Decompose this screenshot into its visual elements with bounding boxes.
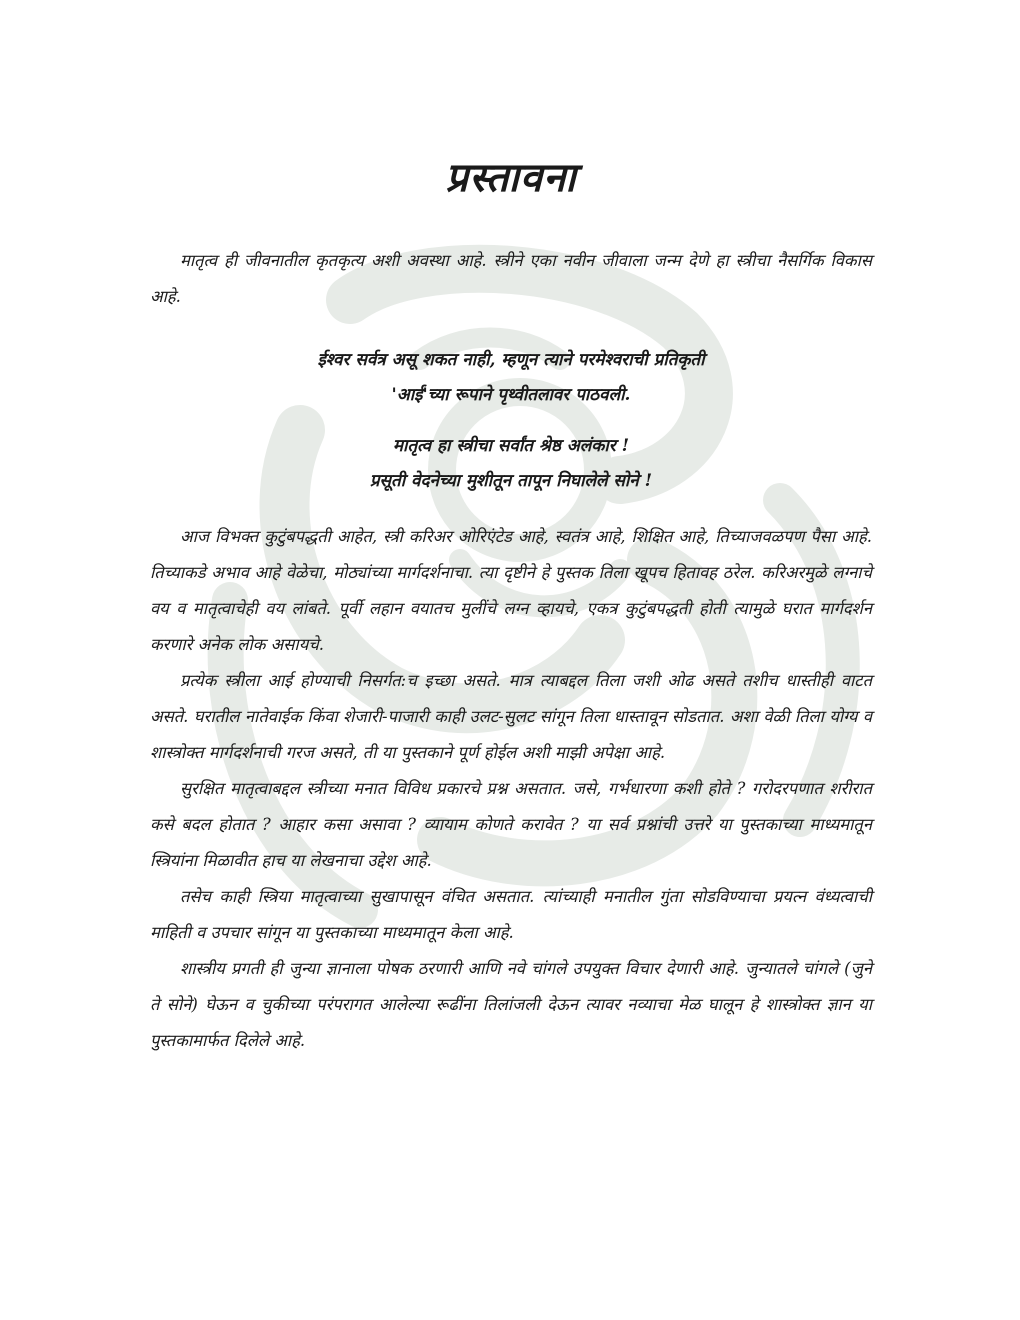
body-paragraph-2: प्रत्येक स्त्रीला आई होण्याची निसर्गत:च इच्छा असते. मात्र त्याबद्दल तिला जशी ओढ असते तशीच धास्तीही वाटत असते. घरातील नातेवाईक किंवा शेजारी-पाजारी काही उलट-सुलट सांगून तिला धास्तावून सोडतात. अशा वेळी तिला योग्य व शास्त्रोक्त मार्गदर्शनाची गरज असते, ती या पुस्तकाने पूर्ण होईल अशी माझी अपेक्षा आहे. (150, 671, 872, 762)
body-paragraph-5: शास्त्रीय प्रगती ही जुन्या ज्ञानाला पोषक ठरणारी आणि नवे चांगले उपयुक्त विचार देणारी आहे. जुन्यातले चांगले (जुने ते सोने) घेऊन व चुकीच्या परंपरागत आलेल्या रूढींना तिलांजली देऊन त्यावर नव्याचा मेळ घालून हे शास्त्रोक्त ज्ञान या पुस्तकामार्फत दिलेले आहे. (150, 959, 872, 1050)
quote-2-line-1: मातृत्व हा स्त्रीचा सर्वांत श्रेष्ठ अलंकार ! (392, 436, 630, 456)
quote-block-2 (150, 429, 872, 499)
body-paragraph-1: आज विभक्त कुटुंबपद्धती आहेत, स्त्री करिअर ओरिएंटेड आहे, स्वतंत्र आहे, शिक्षित आहे, तिच्याजवळपण पैसा आहे. तिच्याकडे अभाव आहे वेळेचा, मोठ्यांच्या मार्गदर्शनाचा. त्या दृष्टीने हे पुस्तक तिला खूपच हितावह ठरेल. करिअरमुळे लग्नाचे वय व मातृत्वाचेही वय लांबते. पूर्वी लहान वयातच मुलींचे लग्न व्हायचे, एकत्र कुटुंबपद्धती होती त्यामुळे घरात मार्गदर्शन करणारे अनेक लोक असायचे. (150, 527, 872, 654)
quote-block-1 (150, 343, 872, 413)
document-page (150, 148, 872, 1059)
quote-1-line-1: ईश्वर सर्वत्र असू शकत नाही, म्हणून त्याने परमेश्वराची प्रतिकृती (317, 350, 705, 370)
intro-paragraph: मातृत्व ही जीवनातील कृतकृत्य अशी अवस्था आहे. स्त्रीने एका नवीन जीवाला जन्म देणे हा स्त्रीचा नैसर्गिक विकास आहे. (150, 251, 872, 306)
quote-2-line-2: प्रसूती वेदनेच्या मुशीतून तापून निघालेले सोने ! (369, 471, 653, 491)
body-paragraph-4: तसेच काही स्त्रिया मातृत्वाच्या सुखापासून वंचित असतात. त्यांच्याही मनातील गुंता सोडविण्याचा प्रयत्न वंध्यत्वाची माहिती व उपचार सांगून या पुस्तकाच्या माध्यमातून केला आहे. (150, 887, 872, 942)
quote-1-line-2: 'आई'च्या रूपाने पृथ्वीतलावर पाठवली. (391, 385, 631, 405)
page-title: प्रस्तावना (445, 154, 577, 201)
body-paragraph-3: सुरक्षित मातृत्वाबद्दल स्त्रीच्या मनात विविध प्रकारचे प्रश्न असतात. जसे, गर्भधारणा कशी होते ? गरोदरपणात शरीरात कसे बदल होतात ? आहार कसा असावा ? व्यायाम कोणते करावेत ? या सर्व प्रश्नांची उत्तरे या पुस्तकाच्या माध्यमातून स्त्रियांना मिळावीत हाच या लेखनाचा उद्देश आहे. (150, 779, 872, 870)
